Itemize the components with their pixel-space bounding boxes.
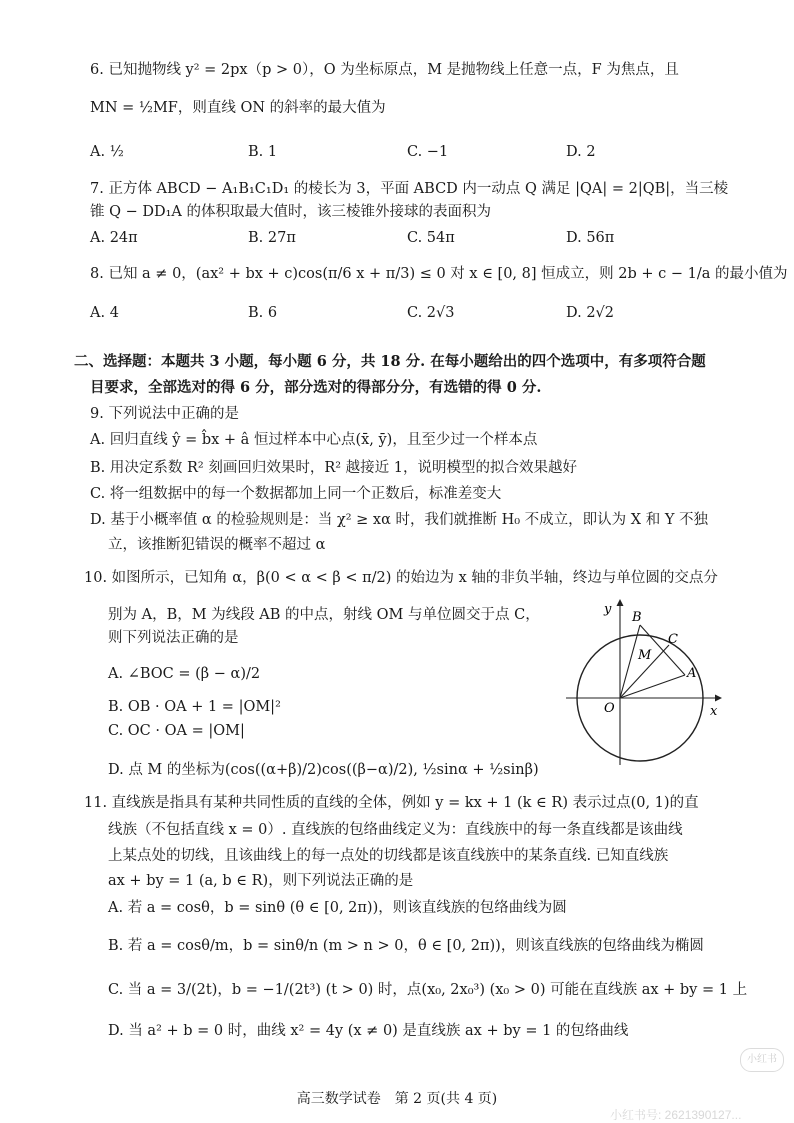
label-x: x [710,704,718,719]
label-y: y [604,602,612,617]
q11-line-4: A. 若 a = cosθ，b = sinθ (θ ∈ [0, 2π))，则该直线族的包络曲线为圆 [108,900,567,916]
section2-line-1: 目要求，全部选对的得 6 分，部分选对的得部分分，有选错的得 0 分. [90,379,542,396]
q9-line-5: 立，该推断犯错误的概率不超过 α [108,537,326,553]
q10-line-5: C. OC · OA = |OM| [108,723,245,739]
xiaohongshu-logo: 小红书 [740,1048,784,1072]
q11-line-7: D. 当 a² + b = 0 时，曲线 x² = 4y (x ≠ 0) 是直线族 ax + by = 1 的包络曲线 [108,1023,629,1039]
q6-option-1: B. 1 [248,144,278,160]
q7-line-0: 7. 正方体 ABCD − A₁B₁C₁D₁ 的棱长为 3，平面 ABCD 内一动点 Q 满足 |QA| = 2|QB|，当三棱 [90,181,729,197]
label-M: M [638,648,652,663]
label-C: C [668,632,678,647]
q10-line-1: 别为 A，B，M 为线段 AB 的中点，射线 OM 与单位圆交于点 C， [108,607,540,623]
q7-line-1: 锥 Q − DD₁A 的体积取最大值时，该三棱锥外接球的表面积为 [90,204,492,220]
q10-line-4: B. OB · OA + 1 = |OM|² [108,699,281,715]
q8-option-3: D. 2√2 [566,305,615,321]
q10-line-3: A. ∠BOC = (β − α)/2 [108,666,261,682]
q11-line-5: B. 若 a = cosθ/m，b = sinθ/n (m > n > 0，θ ∈ [0, 2π))，则该直线族的包络曲线为椭圆 [108,938,704,954]
q8-option-1: B. 6 [248,305,278,321]
x-axis-arrow [715,695,722,702]
q6-line-1: MN = ½MF，则直线 ON 的斜率的最大值为 [90,100,386,116]
q6-line-0: 6. 已知抛物线 y² = 2px（p > 0），O 为坐标原点，M 是抛物线上任意一点，F 为焦点，且 [90,62,679,78]
q7-option-2: C. 54π [407,230,455,246]
q9-line-1: A. 回归直线 ŷ = b̂x + â 恒过样本中心点(x̄, ȳ)，且至少过一个样本点 [90,432,538,448]
segment-OA [620,675,685,698]
section2-line-0: 二、选择题：本题共 3 小题，每小题 6 分，共 18 分. 在每小题给出的四个选项中，有多项符合题 [74,353,706,370]
y-axis-arrow [617,599,624,606]
q11-line-6: C. 当 a = 3/(2t)，b = −1/(2t³) (t > 0) 时，点(x₀, 2x₀³) (x₀ > 0) 可能在直线族 ax + by = 1 上 [108,982,748,998]
q7-option-3: D. 56π [566,230,615,246]
q9-line-3: C. 将一组数据中的每一个数据都加上同一个正数后，标准差变大 [90,486,502,502]
label-A: A [687,666,697,681]
q8-option-0: A. 4 [90,305,119,321]
label-B: B [632,610,642,625]
q8-line-0: 8. 已知 a ≠ 0，(ax² + bx + c)cos(π/6 x + π/3) ≤ 0 对 x ∈ [0, 8] 恒成立，则 2b + c − 1/a 的最小值为 [90,266,788,282]
q8-option-2: C. 2√3 [407,305,455,321]
q6-option-3: D. 2 [566,144,596,160]
q11-line-1: 线族（不包括直线 x = 0）. 直线族的包络曲线定义为：直线族中的每一条直线都是该曲线 [108,822,683,838]
q9-line-2: B. 用决定系数 R² 刻画回归效果时，R² 越接近 1，说明模型的拟合效果越好 [90,460,577,476]
label-O: O [604,701,615,716]
q7-option-0: A. 24π [90,230,138,246]
q6-option-2: C. −1 [407,144,449,160]
q11-line-3: ax + by = 1 (a, b ∈ R)，则下列说法正确的是 [108,873,414,889]
page-footer: 高三数学试卷 第 2 页(共 4 页) [296,1091,498,1107]
q9-line-4: D. 基于小概率值 α 的检验规则是：当 χ² ≥ xα 时，我们就推断 H₀ 不成立，即认为 X 和 Y 不独 [90,512,708,528]
watermark-text: 小红书号: 2621390127... [610,1108,742,1122]
q10-line-6: D. 点 M 的坐标为(cos((α+β)/2)cos((β−α)/2), ½sinα + ½sinβ) [108,762,539,778]
unit-circle-figure [560,595,730,765]
q7-option-1: B. 27π [248,230,296,246]
q6-option-0: A. ½ [90,144,124,160]
q11-line-2: 上某点处的切线，且该曲线上的每一点处的切线都是该直线族中的某条直线. 已知直线族 [108,848,669,864]
q10-line-2: 则下列说法正确的是 [108,630,239,646]
q9-line-0: 9. 下列说法中正确的是 [90,406,239,422]
q11-line-0: 11. 直线族是指具有某种共同性质的直线的全体，例如 y = kx + 1 (k ∈ R) 表示过点(0, 1)的直 [84,795,699,811]
q10-line-0: 10. 如图所示，已知角 α，β(0 < α < β < π/2) 的始边为 x 轴的非负半轴，终边与单位圆的交点分 [84,570,718,586]
